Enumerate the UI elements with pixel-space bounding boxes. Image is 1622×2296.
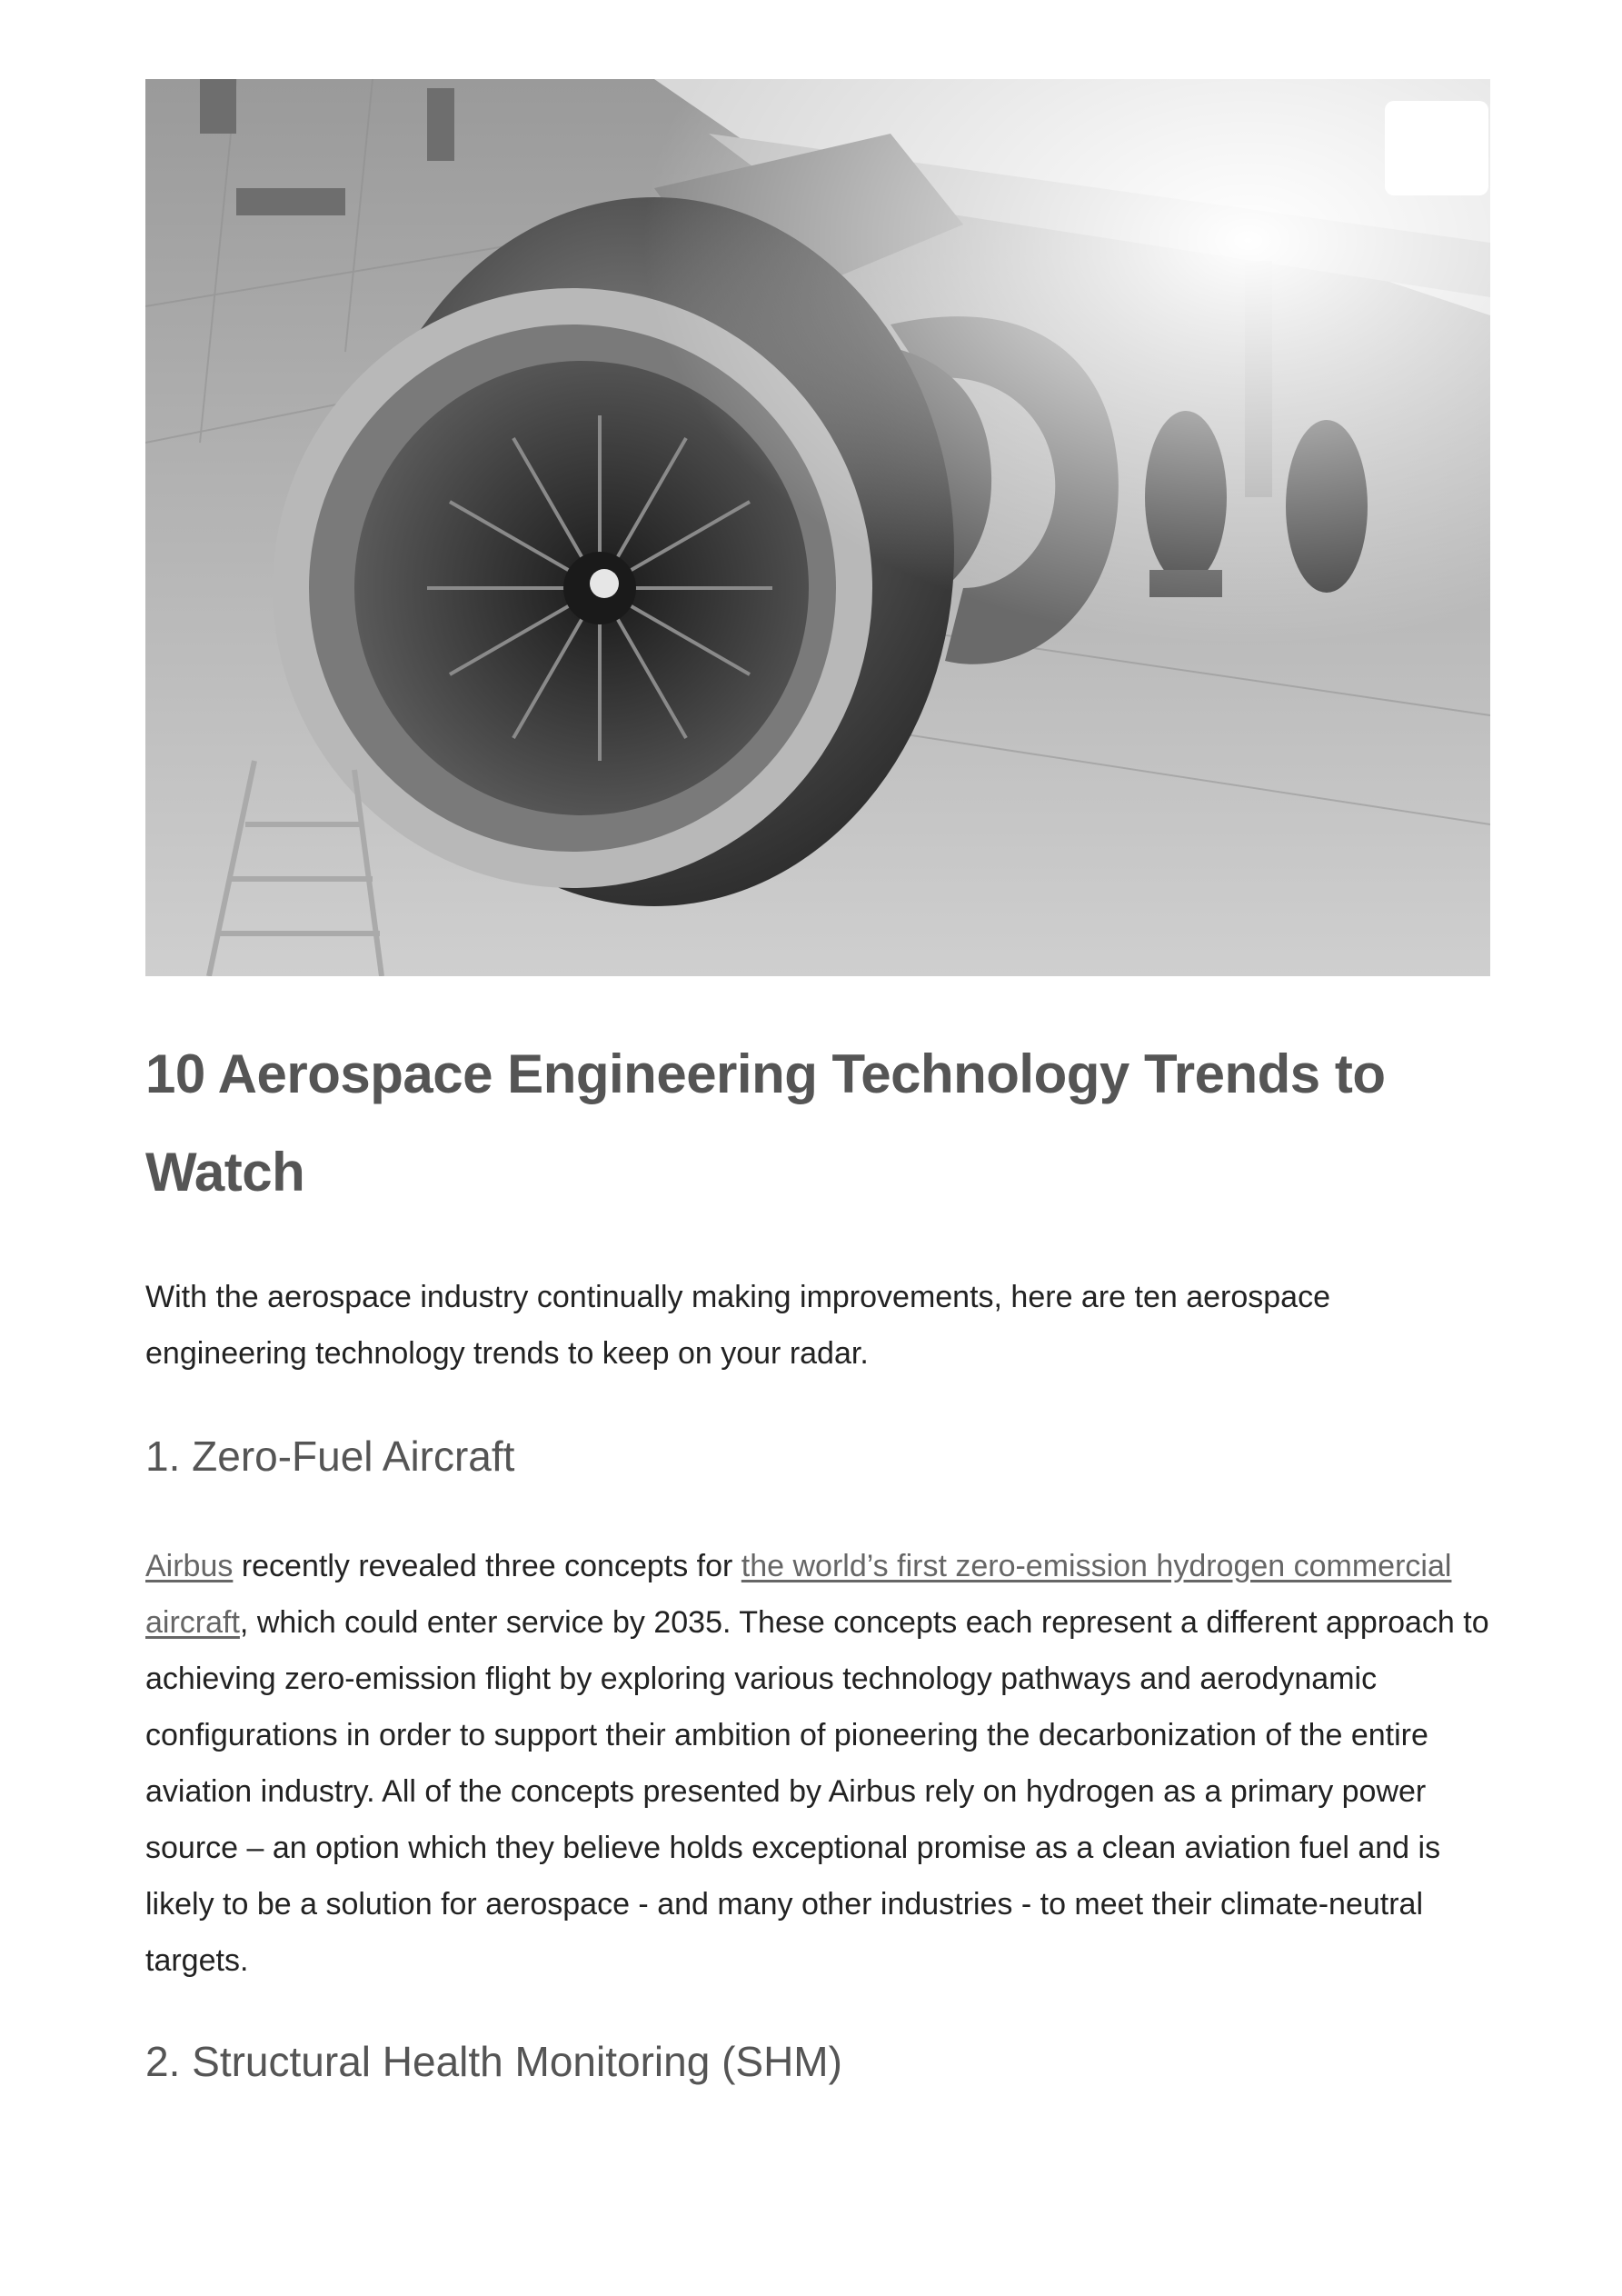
zero-emission-aircraft-link[interactable]: the world’s first zero-emission hydrogen commercial aircraft (145, 1549, 1452, 1640)
jet-engine-photo (145, 79, 1490, 976)
hero-image (145, 79, 1490, 976)
article-intro: With the aerospace industry continually making improvements, here are ten aerospace engineering technology trends to keep on your radar. (145, 1280, 1331, 1371)
section-heading-shm: 2. Structural Health Monitoring (SHM) (145, 2038, 842, 2085)
section-heading-zero-fuel: 1. Zero-Fuel Aircraft (145, 1433, 515, 1480)
article-title: 10 Aerospace Engineering Technology Trends to Watch (145, 1043, 1386, 1203)
body-text-2: , which could enter service by 2035. These concepts each represent a different approach to achieving zero-emission flight by exploring various technology pathways and aerodynamic configurations in order to support their ambition of pioneering the decarbonization of the entire aviation industry. All of the concepts presented by Airbus rely on hydrogen as a primary power source – an option which they believe holds exceptional promise as a clean aviation fuel and is likely to be a solution for aerospace - and many other industries - to meet their climate-neutral targets. (145, 1605, 1489, 1978)
section-body-zero-fuel (145, 1538, 1490, 1989)
hero-badge (1385, 101, 1488, 195)
body-text-1: recently revealed three concepts for (233, 1549, 741, 1583)
airbus-link[interactable]: Airbus (145, 1549, 234, 1583)
